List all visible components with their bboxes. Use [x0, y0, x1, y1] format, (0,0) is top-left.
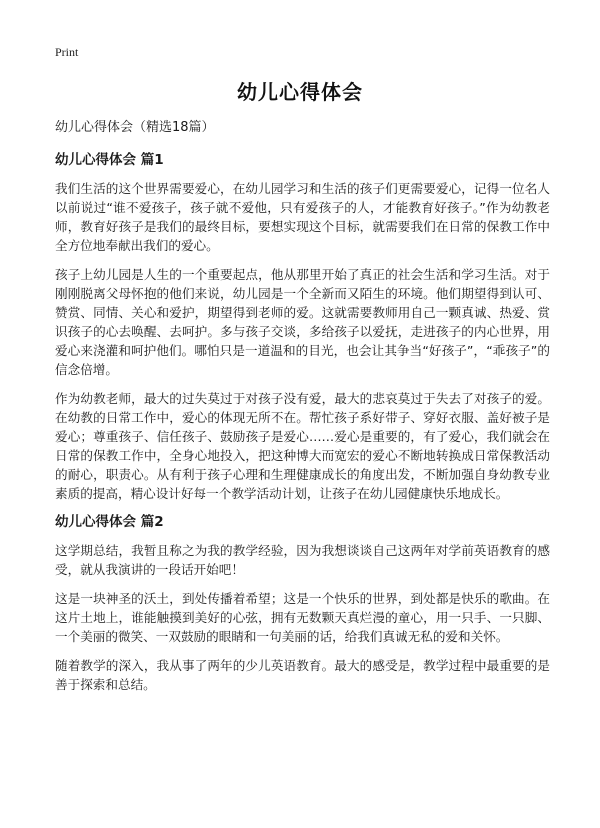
section-heading: 幼儿心得体会 篇1 — [55, 152, 164, 168]
paragraph: 作为幼教老师，最大的过失莫过于对孩子没有爱，最大的悲哀莫过于失去了对孩子的爱。在幼教的日常工作中，爱心的体现无所不在。帮忙孩子系好带子、穿好衣服、盖好被子是爱心；尊重孩子、信任孩子、鼓励孩子是爱心……爱心是重要的，有了爱心，我们就会在日常的保教工作中，全身心地投入，把这种博大而宽宏的爱心不断地转换成日常保教活动的耐心，职责心。从有利于孩子心理和生理健康成长的角度出发，不断加强自身幼教专业素质的提高，精心设计好每一个教学活动计划，让孩子在幼儿园健康快乐地成长。 — [55, 391, 550, 501]
paragraph: 孩子上幼儿园是人生的一个重要起点，他从那里开始了真正的社会生活和学习生活。对于刚刚脱离父母怀抱的他们来说，幼儿园是一个全新而又陌生的环境。他们期望得到认可、赞赏、同情、关心和爱护，期望得到老师的爱。这就需要教师用自己一颗真诚、热爱、赏识孩子的心去唤醒、去呵护。多与孩子交谈，多给孩子以爱抚，走进孩子的内心世界，用爱心来浇灌和呵护他们。哪怕只是一道温和的目光，也会让其争当“好孩子”，“乖孩子”的信念倍增。 — [55, 267, 550, 377]
document-subtitle: 幼儿心得体会（精选18篇） — [55, 120, 215, 135]
paragraph: 我们生活的这个世界需要爱心，在幼儿园学习和生活的孩子们更需要爱心，记得一位名人以前说过“谁不爱孩子，孩子就不爱他，只有爱孩子的人，才能教育好孩子。”作为幼教老师，教育好孩子是我们的最终目标，要想实现这个目标，就需要我们在日常的保教工作中全方位地奉献出我们的爱心。 — [55, 181, 550, 253]
paragraph: 随着教学的深入，我从事了两年的少儿英语教育。最大的感受是，教学过程中最重要的是善于探索和总结。 — [55, 658, 550, 692]
page-title: 幼儿心得体会 — [237, 80, 363, 104]
document-body — [55, 119, 550, 704]
paragraph: 这是一块神圣的沃土，到处传播着希望；这是一个快乐的世界，到处都是快乐的歌曲。在这片土地上，谁能触摸到美好的心弦，拥有无数颗天真烂漫的童心，用一只手、一只脚、一个美丽的微笑、一双鼓励的眼睛和一句美丽的话，给我们真诚无私的爱和关怀。 — [55, 591, 550, 644]
print-link[interactable]: Print — [55, 45, 79, 59]
section-heading: 幼儿心得体会 篇2 — [55, 514, 164, 530]
paragraph: 这学期总结，我暂且称之为我的教学经验，因为我想谈谈自己这两年对学前英语教育的感受，就从我演讲的一段话开始吧！ — [55, 543, 550, 577]
section-1 — [55, 151, 550, 503]
section-2 — [55, 513, 550, 694]
